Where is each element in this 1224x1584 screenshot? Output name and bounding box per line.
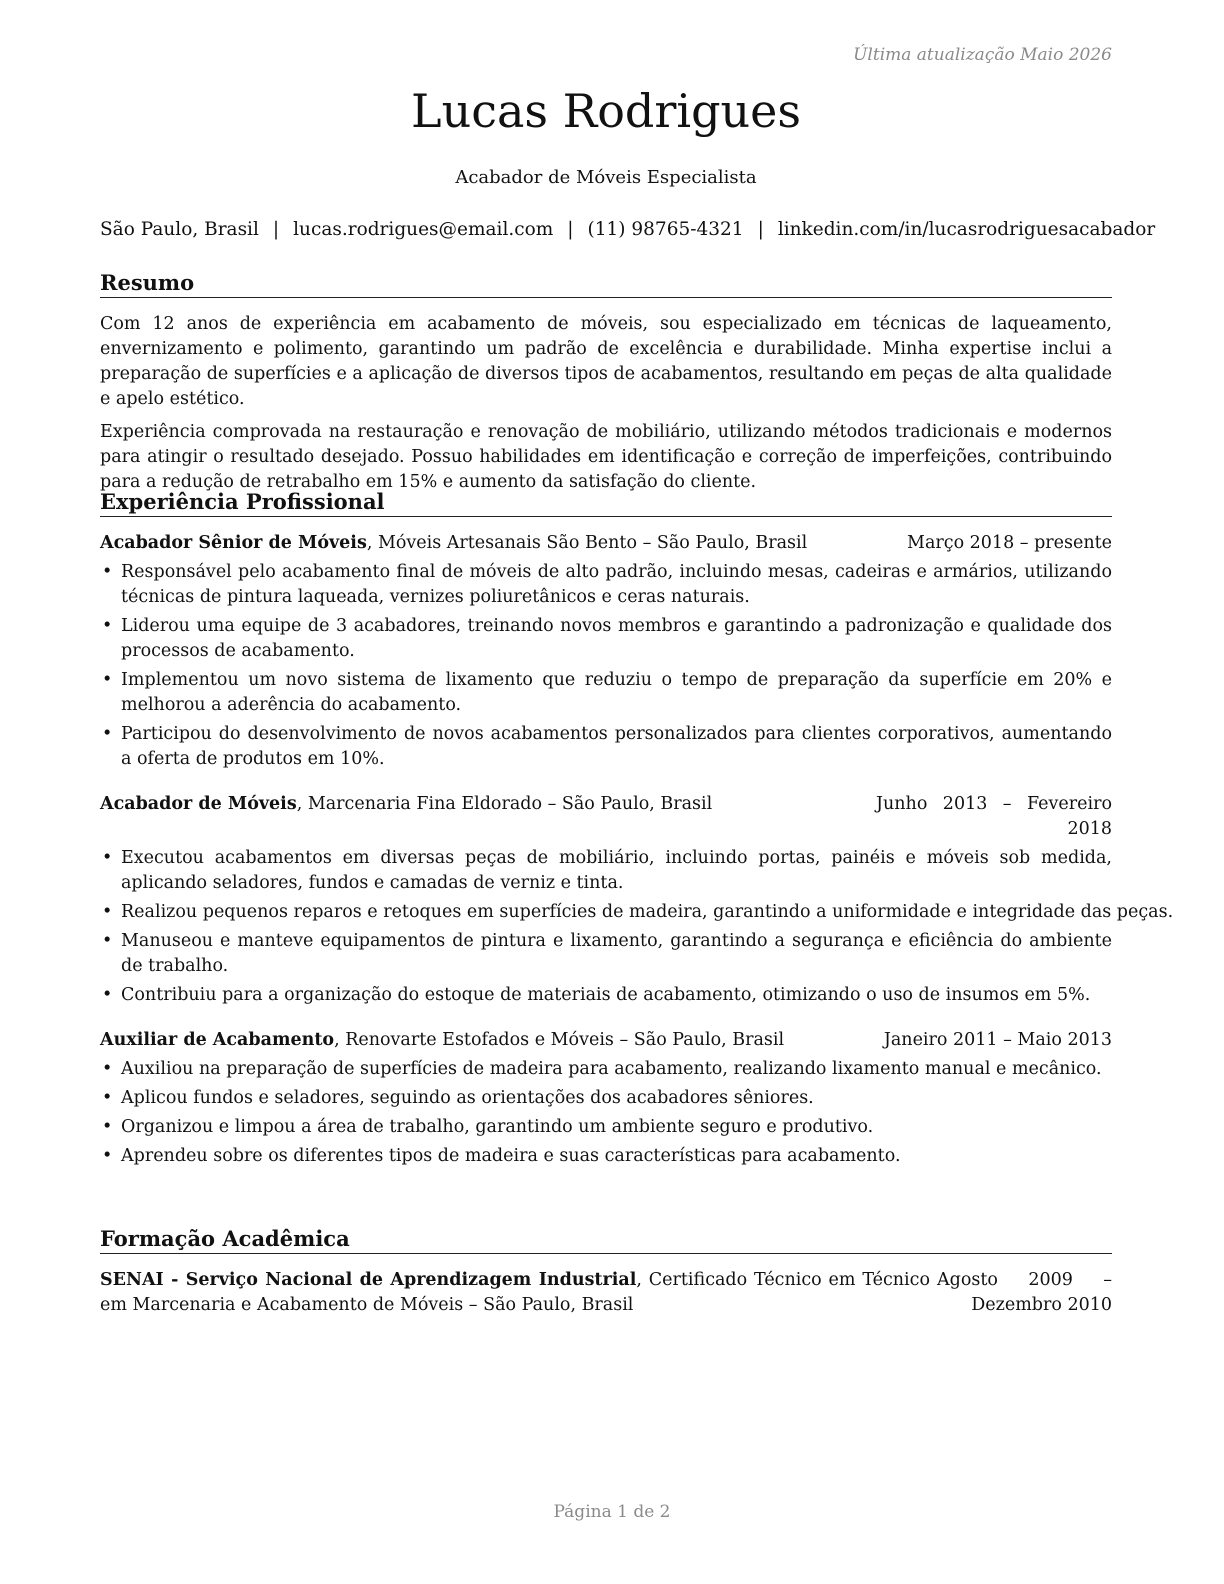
bullet-icon: • [102,670,113,691]
job-dates: Março 2018 – presente [907,533,1112,554]
job-bullets [100,560,1112,772]
contact-location: São Paulo, Brasil [100,219,259,240]
bullet-text: Auxiliou na preparação de superfícies de madeira para acabamento, realizando lixamento manual e mecânico. [121,1059,1102,1080]
bullet-icon: • [102,931,113,952]
summary-paragraph: Experiência comprovada na restauração e renovação de mobiliário, utilizando métodos tradicionais e modernos para atingir o resultado desejado. Possuo habilidades em identificação e correção de imperfeições, contribuindo para a redução de retrabalho em 15% e aumento da satisfação do cliente. [100,422,1112,493]
bullet-text: Organizou e limpou a área de trabalho, garantindo um ambiente seguro e produtivo. [121,1117,874,1138]
bullet-icon: • [102,1059,113,1080]
job-header [100,1028,1112,1053]
bullet-icon: • [102,1088,113,1109]
experience-section [100,489,1174,1173]
job-header [100,792,1112,842]
list-item [100,1086,1112,1111]
education-details: , Certificado Técnico em Técnico em Marcenaria e Acabamento de Móveis – São Paulo, Brasil [100,1270,930,1316]
list-item [100,983,1112,1008]
job-position: Acabador de Móveis [100,794,297,815]
job-entry [100,531,1112,772]
summary-section [100,270,1112,503]
list-item [100,668,1112,718]
bullet-text: Aplicou fundos e seladores, seguindo as orientações dos acabadores sêniores. [121,1088,814,1109]
bullet-text: Realizou pequenos reparos e retoques em superfícies de madeira, garantindo a uniformidade e integridade das peças. [121,902,1174,923]
bullet-text: Aprendeu sobre os diferentes tipos de madeira e suas características para acabamento. [121,1146,901,1167]
list-item [100,1144,1112,1169]
bullet-icon: • [102,902,113,923]
job-company: , Renovarte Estofados e Móveis – São Paulo, Brasil [334,1030,785,1051]
list-item [100,560,1112,610]
list-item [100,614,1112,664]
section-title-summary: Resumo [100,270,1112,298]
education-dates: Agosto 2009 – Dezembro 2010 [937,1270,1112,1316]
job-entry [100,1028,1112,1169]
contact-linkedin[interactable]: linkedin.com/in/lucasrodriguesacabador [777,219,1156,240]
list-item [100,722,1112,772]
section-title-education: Formação Acadêmica [100,1226,1112,1254]
bullet-text: Implementou um novo sistema de lixamento que reduziu o tempo de preparação da superfície em 20% e melhorou a aderência do acabamento. [121,670,1112,716]
job-position: Acabador Sênior de Móveis [100,533,367,554]
contact-phone: (11) 98765-4321 [587,219,744,240]
candidate-role: Acabador de Móveis Especialista [455,167,757,188]
bullet-icon: • [102,1117,113,1138]
education-text [100,1268,930,1318]
job-dates: Junho 2013 – Fevereiro 2018 [876,794,1112,840]
job-header [100,531,1112,556]
bullet-icon: • [102,985,113,1006]
list-item [100,846,1112,896]
contact-line [100,219,1156,240]
list-item [100,929,1112,979]
bullet-text: Contribuiu para a organização do estoque de materiais de acabamento, otimizando o uso de insumos em 5%. [121,985,1091,1006]
contact-separator: | [272,219,280,240]
list-item [100,900,1174,925]
education-section [100,1226,1112,1318]
contact-separator: | [567,219,574,240]
bullet-text: Manuseou e manteve equipamentos de pintura e lixamento, garantindo a segurança e eficiência do ambiente de trabalho. [121,931,1112,977]
job-dates: Janeiro 2011 – Maio 2013 [883,1030,1112,1051]
education-institution: SENAI - Serviço Nacional de Aprendizagem Industrial [100,1270,637,1291]
last-updated: Última atualização Maio 2026 [853,45,1112,65]
list-item [100,1115,1112,1140]
job-entry [100,792,1174,1008]
bullet-icon: • [102,562,113,583]
job-company: , Marcenaria Fina Eldorado – São Paulo, Brasil [296,794,713,815]
summary-paragraph: Com 12 anos de experiência em acabamento de móveis, sou especializado em técnicas de laqueamento, envernizamento e polimento, garantindo um padrão de excelência e durabilidade. Minha expertise inclui a preparação de superfícies e a aplicação de diversos tipos de acabamentos, resultando em peças de alta qualidade e apelo estético. [100,314,1112,410]
bullet-icon: • [102,1146,113,1167]
section-title-experience: Experiência Profissional [100,489,1112,517]
job-position: Auxiliar de Acabamento [100,1030,335,1051]
contact-separator: | [757,219,764,240]
contact-email[interactable]: lucas.rodrigues@email.com [293,219,554,240]
job-bullets [100,1057,1112,1169]
education-entry [100,1268,1112,1318]
job-bullets [100,846,1174,1008]
bullet-text: Responsável pelo acabamento final de móveis de alto padrão, incluindo mesas, cadeiras e armários, utilizando técnicas de pintura laqueada, vernizes poliuretânicos e ceras naturais. [121,562,1112,608]
list-item [100,1057,1112,1082]
candidate-name: Lucas Rodrigues [411,84,801,138]
bullet-icon: • [102,616,113,637]
job-company: , Móveis Artesanais São Bento – São Paulo, Brasil [366,533,808,554]
bullet-text: Liderou uma equipe de 3 acabadores, treinando novos membros e garantindo a padronização e qualidade dos processos de acabamento. [121,616,1112,662]
bullet-text: Executou acabamentos em diversas peças de mobiliário, incluindo portas, painéis e móveis sob medida, aplicando seladores, fundos e camadas de verniz e tinta. [121,848,1112,894]
bullet-text: Participou do desenvolvimento de novos acabamentos personalizados para clientes corporativos, aumentando a oferta de produtos em 10%. [121,724,1112,770]
bullet-icon: • [102,848,113,869]
bullet-icon: • [102,724,113,745]
page-number: Página 1 de 2 [553,1502,671,1522]
